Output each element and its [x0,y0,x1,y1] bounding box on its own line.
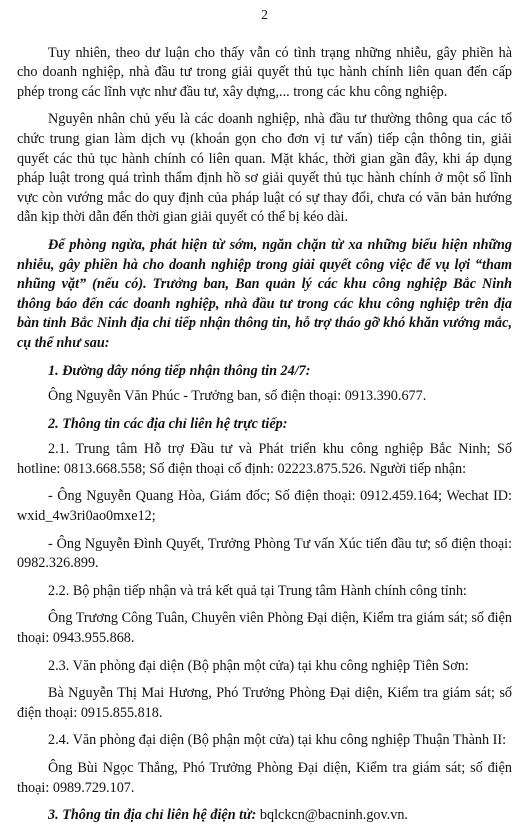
contact-2-1-director: - Ông Nguyễn Quang Hòa, Giám đốc; Số điện thoại: 0912.459.164; Wechat ID: wxid_4w3ri0ao0mxe12; [17,488,512,525]
paragraph-cause: Nguyên nhân chủ yếu là các doanh nghiệp, nhà đầu tư thường thông qua các tổ chức trung gian làm dịch vụ (khoán gọn cho đơn vị tư vấn) tiếp cận thông tin, giải quyết các thủ tục hành chính có liên quan. Mặt khác, thời gian gần đây, khi áp dụng pháp luật trong quá trình thẩm định hồ sơ giải quyết thủ tục hành chính ở một số lĩnh vực còn vướng mắc do quy định của pháp luật có sự thay đổi, chưa có văn bản hướng dẫn kịp thời dẫn đến thời gian giải quyết có thể bị kéo dài. [17,111,512,226]
item-2-1: 2.1. Trung tâm Hỗ trợ Đầu tư và Phát triển khu công nghiệp Bắc Ninh; Số hotline: 0813.668.558; Số điện thoại cố định: 02223.875.526. Người tiếp nhận: [17,441,512,477]
item-2-2: 2.2. Bộ phận tiếp nhận và trả kết quả tại Trung tâm Hành chính công tỉnh: [48,582,467,599]
heading-direct-contacts: 2. Thông tin các địa chỉ liên hệ trực tiếp: [48,415,288,432]
email-address[interactable]: bqlckcn@bacninh.gov.vn. [259,807,408,824]
electronic-contact [17,806,512,826]
paragraph-intro: Tuy nhiên, theo dư luận cho thấy vẫn có tình trạng những nhiễu, gây phiền hà cho doanh nghiệp, nhà đầu tư trong giải quyết thủ tục hành chính liên quan đến cấp phép trong các lĩnh vực như đầu tư, xây dựng,... trong các khu công nghiệp. [17,44,512,100]
contact-2-3: Bà Nguyễn Thị Mai Hương, Phó Trưởng Phòng Đại diện, Kiểm tra giám sát; số điện thoại: 0915.855.818. [17,685,512,721]
heading-electronic-contact: 3. Thông tin địa chỉ liên hệ điện tử: [48,807,257,824]
page-number: 2 [261,8,268,23]
contact-2-4: Ông Bùi Ngọc Thắng, Phó Trưởng Phòng Đại diện, Kiểm tra giám sát; số điện thoại: 0989.729.107. [17,760,512,796]
heading-hotline: 1. Đường dây nóng tiếp nhận thông tin 24/7: [48,362,311,379]
hotline-contact: Ông Nguyễn Văn Phúc - Trưởng ban, số điện thoại: 0913.390.677. [48,388,427,405]
contact-2-1-head: - Ông Nguyễn Đình Quyết, Trưởng Phòng Tư vấn Xúc tiến đầu tư; số điện thoại: 0982.326.899. [17,535,512,572]
contact-2-2: Ông Trương Công Tuân, Chuyên viên Phòng Đại diện, Kiểm tra giám sát; số điện thoại: 0943.955.868. [17,610,512,647]
item-2-3: 2.3. Văn phòng đại diện (Bộ phận một cửa) tại khu công nghiệp Tiên Sơn: [48,657,469,674]
paragraph-announcement: Để phòng ngừa, phát hiện từ sớm, ngăn chặn từ xa những biểu hiện những nhiễu, gây phiền hà cho doanh nghiệp trong giải quyết công việc để vụ lợi “tham nhũng vặt” (nếu có). Trưởng ban, Ban quản lý các khu công nghiệp Bắc Ninh thông báo đến các doanh nghiệp, nhà đầu tư trong các khu công nghiệp trên địa bàn tỉnh Bắc Ninh địa chỉ tiếp nhận thông tin, hỗ trợ tháo gỡ khó khăn vướng mắc, cụ thể như sau: [17,236,512,351]
item-2-4: 2.4. Văn phòng đại diện (Bộ phận một cửa) tại khu công nghiệp Thuận Thành II: [48,732,507,749]
